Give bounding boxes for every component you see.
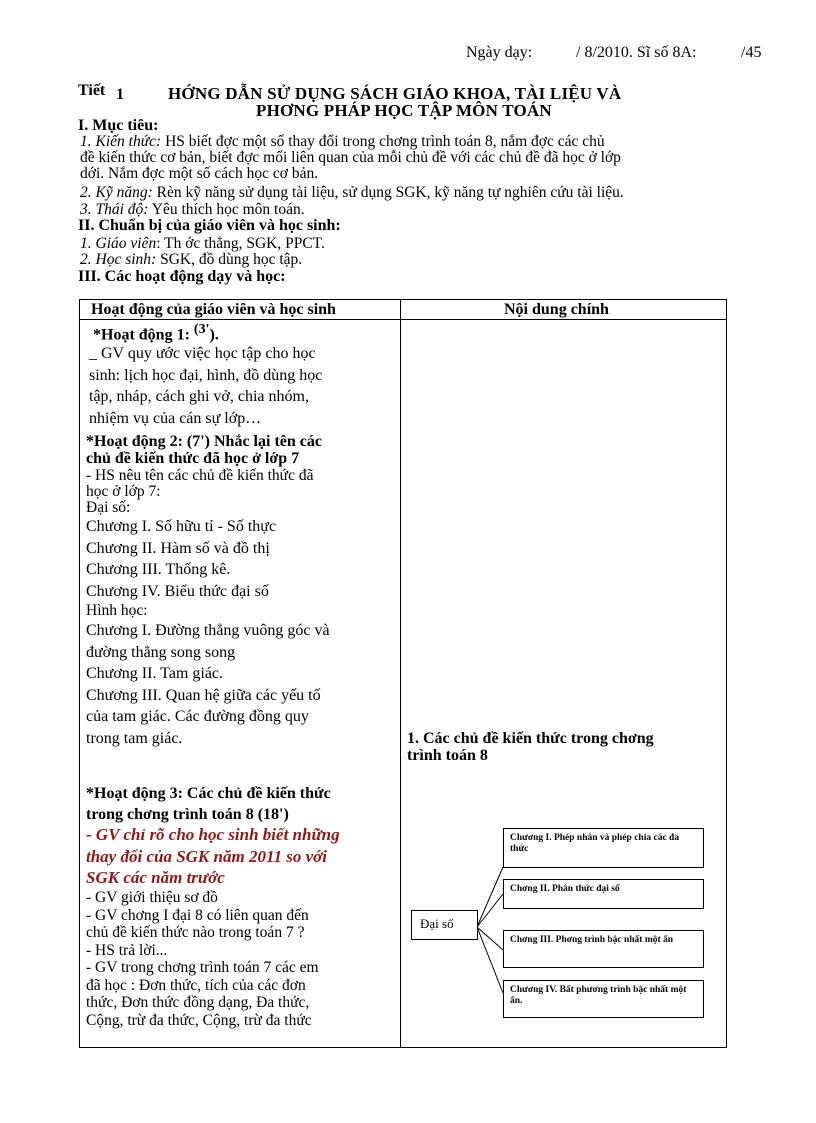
list-item: Chương III. Quan hệ giữa các yếu tố <box>86 686 321 704</box>
date-label: Ngày dạy: <box>466 44 533 61</box>
list-item: SGK các năm trước <box>86 868 225 887</box>
list-item: - GV giới thiệu sơ đồ <box>86 889 218 906</box>
list-item: - HS trả lời... <box>86 941 168 959</box>
class-count: /45 <box>741 44 762 61</box>
lesson-title-line1: HỚNG DẪN SỬ DỤNG SÁCH GIÁO KHOA, TÀI LIỆU VÀ <box>168 84 622 103</box>
teacher-label: 1. Giáo viên <box>80 235 157 252</box>
content-heading: 1. Các chủ đề kiến thức trong chơng trình toán 8 <box>407 730 654 764</box>
list-item: học ở lớp 7: <box>86 483 161 500</box>
attitude-line: 3. Thái độ: Yêu thích học môn toán. <box>80 201 305 218</box>
section2-heading: II. Chuẩn bị của giáo viên và học sinh: <box>78 217 341 234</box>
diagram-root-box: Đại số <box>411 910 478 940</box>
list-item: - GV trong chơng trình toán 7 các em <box>86 959 319 976</box>
diagram-chapter4-box: Chương IV. Bất phương trình bậc nhất một ẩn. <box>503 980 704 1018</box>
skill-line: 2. Kỹ năng: Rèn kỹ năng sử dụng tài liệu, sử dụng SGK, kỹ năng tự nghiên cứu tài liệu. <box>80 184 624 201</box>
list-item: nhiệm vụ của cán sự lớp… <box>89 409 262 427</box>
geometry-label: Hình học: <box>86 602 148 619</box>
list-item: - GV chỉ rõ cho học sinh biết những <box>86 825 340 844</box>
list-item: - HS nêu tên các chủ đề kiến thức đã <box>86 467 314 484</box>
list-item: thay đổi của SGK năm 2011 so với <box>86 846 328 866</box>
activity1-title: *Hoạt động 1: $^{(3'}$). <box>93 322 219 344</box>
list-item: thức, Đơn thức đồng dạng, Đa thức, <box>86 994 310 1011</box>
list-item: chủ đề kiến thức nào trong toán 7 ? <box>86 924 305 941</box>
attitude-label: 3. Thái độ: <box>80 201 149 218</box>
student-label: 2. Học sinh: <box>80 251 157 268</box>
section1-heading: I. Mục tiêu: <box>78 117 159 134</box>
lesson-title-line2: PHƠNG PHÁP HỌC TẬP MÔN TOÁN <box>256 101 552 120</box>
knowledge-label: 1. Kiến thức: <box>80 133 162 150</box>
list-item: sinh: lịch học đại, hình, đồ dùng học <box>89 366 323 384</box>
list-item: tập, nháp, cách ghi vở, chia nhóm, <box>89 388 309 405</box>
date-value: / 8/2010. Sĩ số 8A: <box>576 44 697 61</box>
knowledge-line2: đề kiến thức cơ bản, biết đợc mối liên quan của mỗi chủ đề với các chủ đề đã học ở lớp <box>80 149 621 166</box>
list-item: _ GV quy ước việc học tập cho học <box>89 345 316 362</box>
list-item: Chương IV. Biểu thức đại số <box>86 582 269 600</box>
col2-header: Nội dung chính <box>504 301 609 318</box>
skill-label: 2. Kỹ năng: <box>80 184 153 201</box>
list-item: Chương III. Thống kê. <box>86 561 231 578</box>
list-item: Chương II. Hàm số và đồ thị <box>86 539 270 557</box>
list-item: trong tam giác. <box>86 729 183 747</box>
list-item: Đại số: <box>86 499 131 516</box>
list-item: Chương II. Tam giác. <box>86 665 224 682</box>
activity3-title: *Hoạt động 3: Các chủ đề kiến thức trong chơng trình toán 8 (18') <box>86 785 331 823</box>
activity-table <box>79 299 727 1048</box>
knowledge-line1: 1. Kiến thức: HS biết đợc một số thay đổi trong chơng trình toán 8, nắm đợc các chủ <box>80 133 605 150</box>
list-item: Chương I. Đường thẳng vuông góc và <box>86 622 330 639</box>
knowledge-line3: dới. Nắm đợc một số cách học cơ bản. <box>80 165 319 182</box>
teacher-line: 1. Giáo viên: Th ớc thẳng, SGK, PPCT. <box>80 235 325 252</box>
diagram-chapter1-box: Chương I. Phép nhân và phép chia các đa thức <box>503 828 704 868</box>
list-item: đường thẳng song song <box>86 643 236 661</box>
col1-header: Hoạt động của giáo viên và học sinh <box>91 301 336 318</box>
diagram-chapter2-box: Chơng II. Phân thức đại số <box>503 879 704 909</box>
tiet-number: 1 <box>116 86 124 103</box>
list-item: đã học : Đơn thức, tích của các đơn <box>86 976 306 994</box>
student-line: 2. Học sinh: SGK, đồ dùng học tập. <box>80 251 303 268</box>
list-item: - GV chơng I đại 8 có liên quan đến <box>86 906 309 924</box>
section3-heading: III. Các hoạt động dạy và học: <box>78 268 286 285</box>
activity2-title: *Hoạt động 2: (7') Nhắc lại tên các chủ đề kiến thức đã học ở lớp 7 <box>86 433 322 467</box>
list-item: Cộng, trừ đa thức, Cộng, trừ đa thức <box>86 1011 312 1029</box>
list-item: Chương I. Số hữu tỉ - Số thực <box>86 518 277 535</box>
tiet-label: Tiết <box>78 82 106 99</box>
list-item: của tam giác. Các đường đồng quy <box>86 708 309 725</box>
diagram-chapter3-box: Chơng III. Phơng trình bậc nhất một ẩn <box>503 930 704 968</box>
